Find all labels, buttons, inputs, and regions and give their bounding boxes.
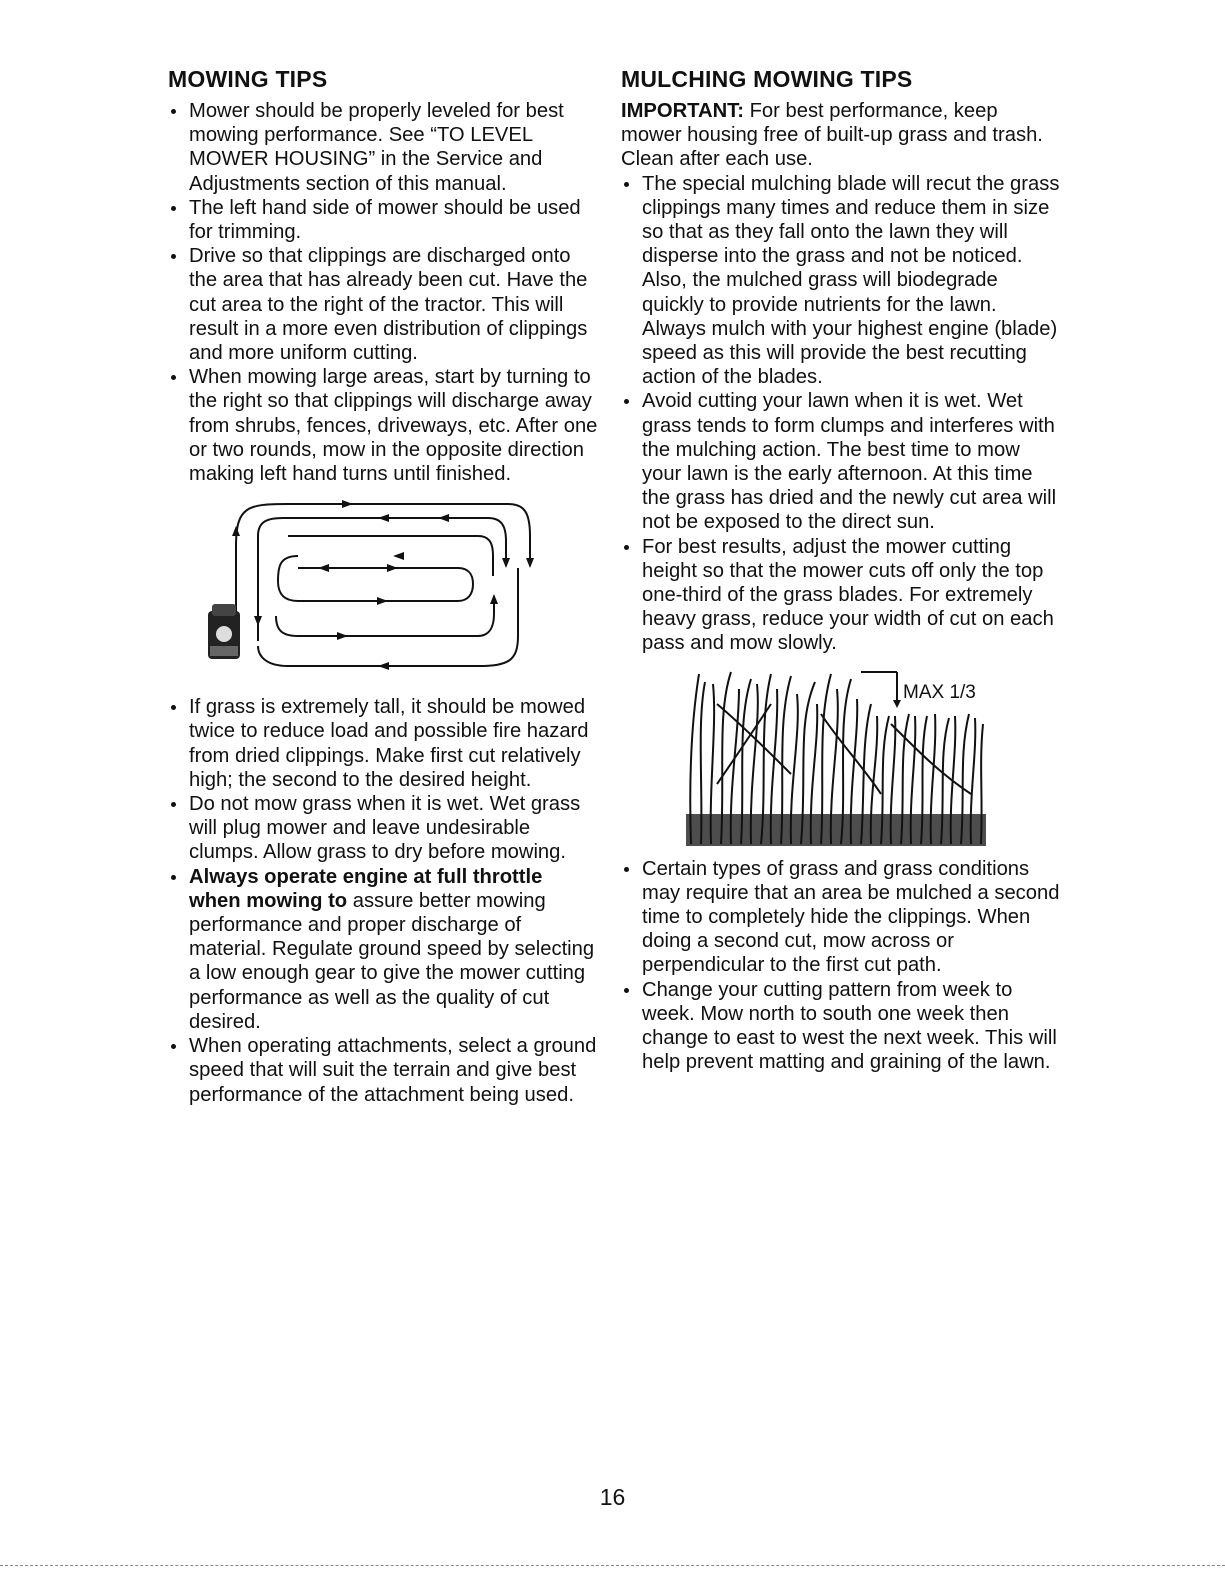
grass-base	[686, 814, 986, 846]
bottom-rule	[0, 1565, 1225, 1567]
mowing-pattern-illustration	[168, 496, 598, 681]
throttle-bold-text: Always operate engine at full throttle when mowing to	[189, 865, 543, 912]
list-item: Drive so that clippings are discharged onto the area that has already been cut. Have the cut area to the right of the tractor. This will result in a more even distribution of clippings and more uniform cutting.	[168, 244, 598, 365]
list-item: The left hand side of mower should be used for trimming.	[168, 196, 598, 244]
important-note	[621, 99, 1061, 172]
list-item: Certain types of grass and grass conditions may require that an area be mulched a second time to completely hide the clippings. When doing a second cut, mow across or perpendicular to the first cut path.	[621, 857, 1061, 978]
list-item-throttle	[168, 865, 598, 1034]
max-one-third-label: MAX 1/3	[903, 681, 976, 703]
mowing-tips-list-bottom	[168, 695, 598, 1106]
list-item: When operating attachments, select a ground speed that will suit the terrain and give best performance of the attachment being used.	[168, 1034, 598, 1107]
grass-height-diagram	[621, 664, 1061, 849]
mulching-tips-list-bottom	[621, 857, 1061, 1075]
list-item: The special mulching blade will recut the grass clippings many times and reduce them in size so that as they fall onto the lawn they will disperse into the grass and not be noticed. Also, the mulched grass will biodegrade quickly to provide nutrients for the lawn. Always mulch with your highest engine (blade) speed as this will provide the best recutting action of the blades.	[621, 172, 1061, 390]
list-item: When mowing large areas, start by turning to the right so that clippings will discharge away from shrubs, fences, driveways, etc. After one or two rounds, mow in the opposite direction making left hand turns until finished.	[168, 365, 598, 486]
list-item: For best results, adjust the mower cutting height so that the mower cuts off only the top one-third of the grass blades. For extremely heavy grass, reduce your width of cut on each pass and mow slowly.	[621, 535, 1061, 656]
list-item: If grass is extremely tall, it should be mowed twice to reduce load and possible fire hazard from dried clippings. Make first cut relatively high; the second to the desired height.	[168, 695, 598, 792]
page-number: 16	[599, 1484, 626, 1510]
mulching-tips-heading: MULCHING MOWING TIPS	[621, 66, 913, 92]
list-item: Mower should be properly leveled for best mowing performance. See “TO LEVEL MOWER HOUSING” in the Service and Adjustments section of this manual.	[168, 99, 598, 196]
grass-illustration	[621, 664, 1061, 849]
important-label: IMPORTANT:	[621, 100, 744, 122]
list-item: Avoid cutting your lawn when it is wet. Wet grass tends to form clumps and interferes with the mulching action. The best time to mow your lawn is the early afternoon. At this time the grass has dried and the newly cut area will not be exposed to the direct sun.	[621, 389, 1061, 534]
left-column	[168, 66, 598, 1107]
tractor-icon	[208, 604, 240, 659]
mowing-pattern-diagram	[168, 496, 598, 681]
right-column	[621, 66, 1061, 1075]
list-item: Do not mow grass when it is wet. Wet grass will plug mower and leave undesirable clumps. Allow grass to dry before mowing.	[168, 792, 598, 865]
mowing-tips-heading: MOWING TIPS	[168, 66, 328, 92]
throttle-text: assure better mowing performance and proper discharge of material. Regulate ground speed by selecting a low enough gear to give the mower cutting performance as well as the quality of cut desired.	[189, 889, 595, 1033]
important-text: For best performance, keep mower housing free of built-up grass and trash. Clean after each use.	[621, 100, 1043, 171]
mowing-tips-list-top	[168, 99, 598, 486]
list-item: Change your cutting pattern from week to week. Mow north to south one week then change to east to west the next week. This will help prevent matting and graining of the lawn.	[621, 978, 1061, 1075]
mulching-tips-list-top	[621, 172, 1061, 656]
